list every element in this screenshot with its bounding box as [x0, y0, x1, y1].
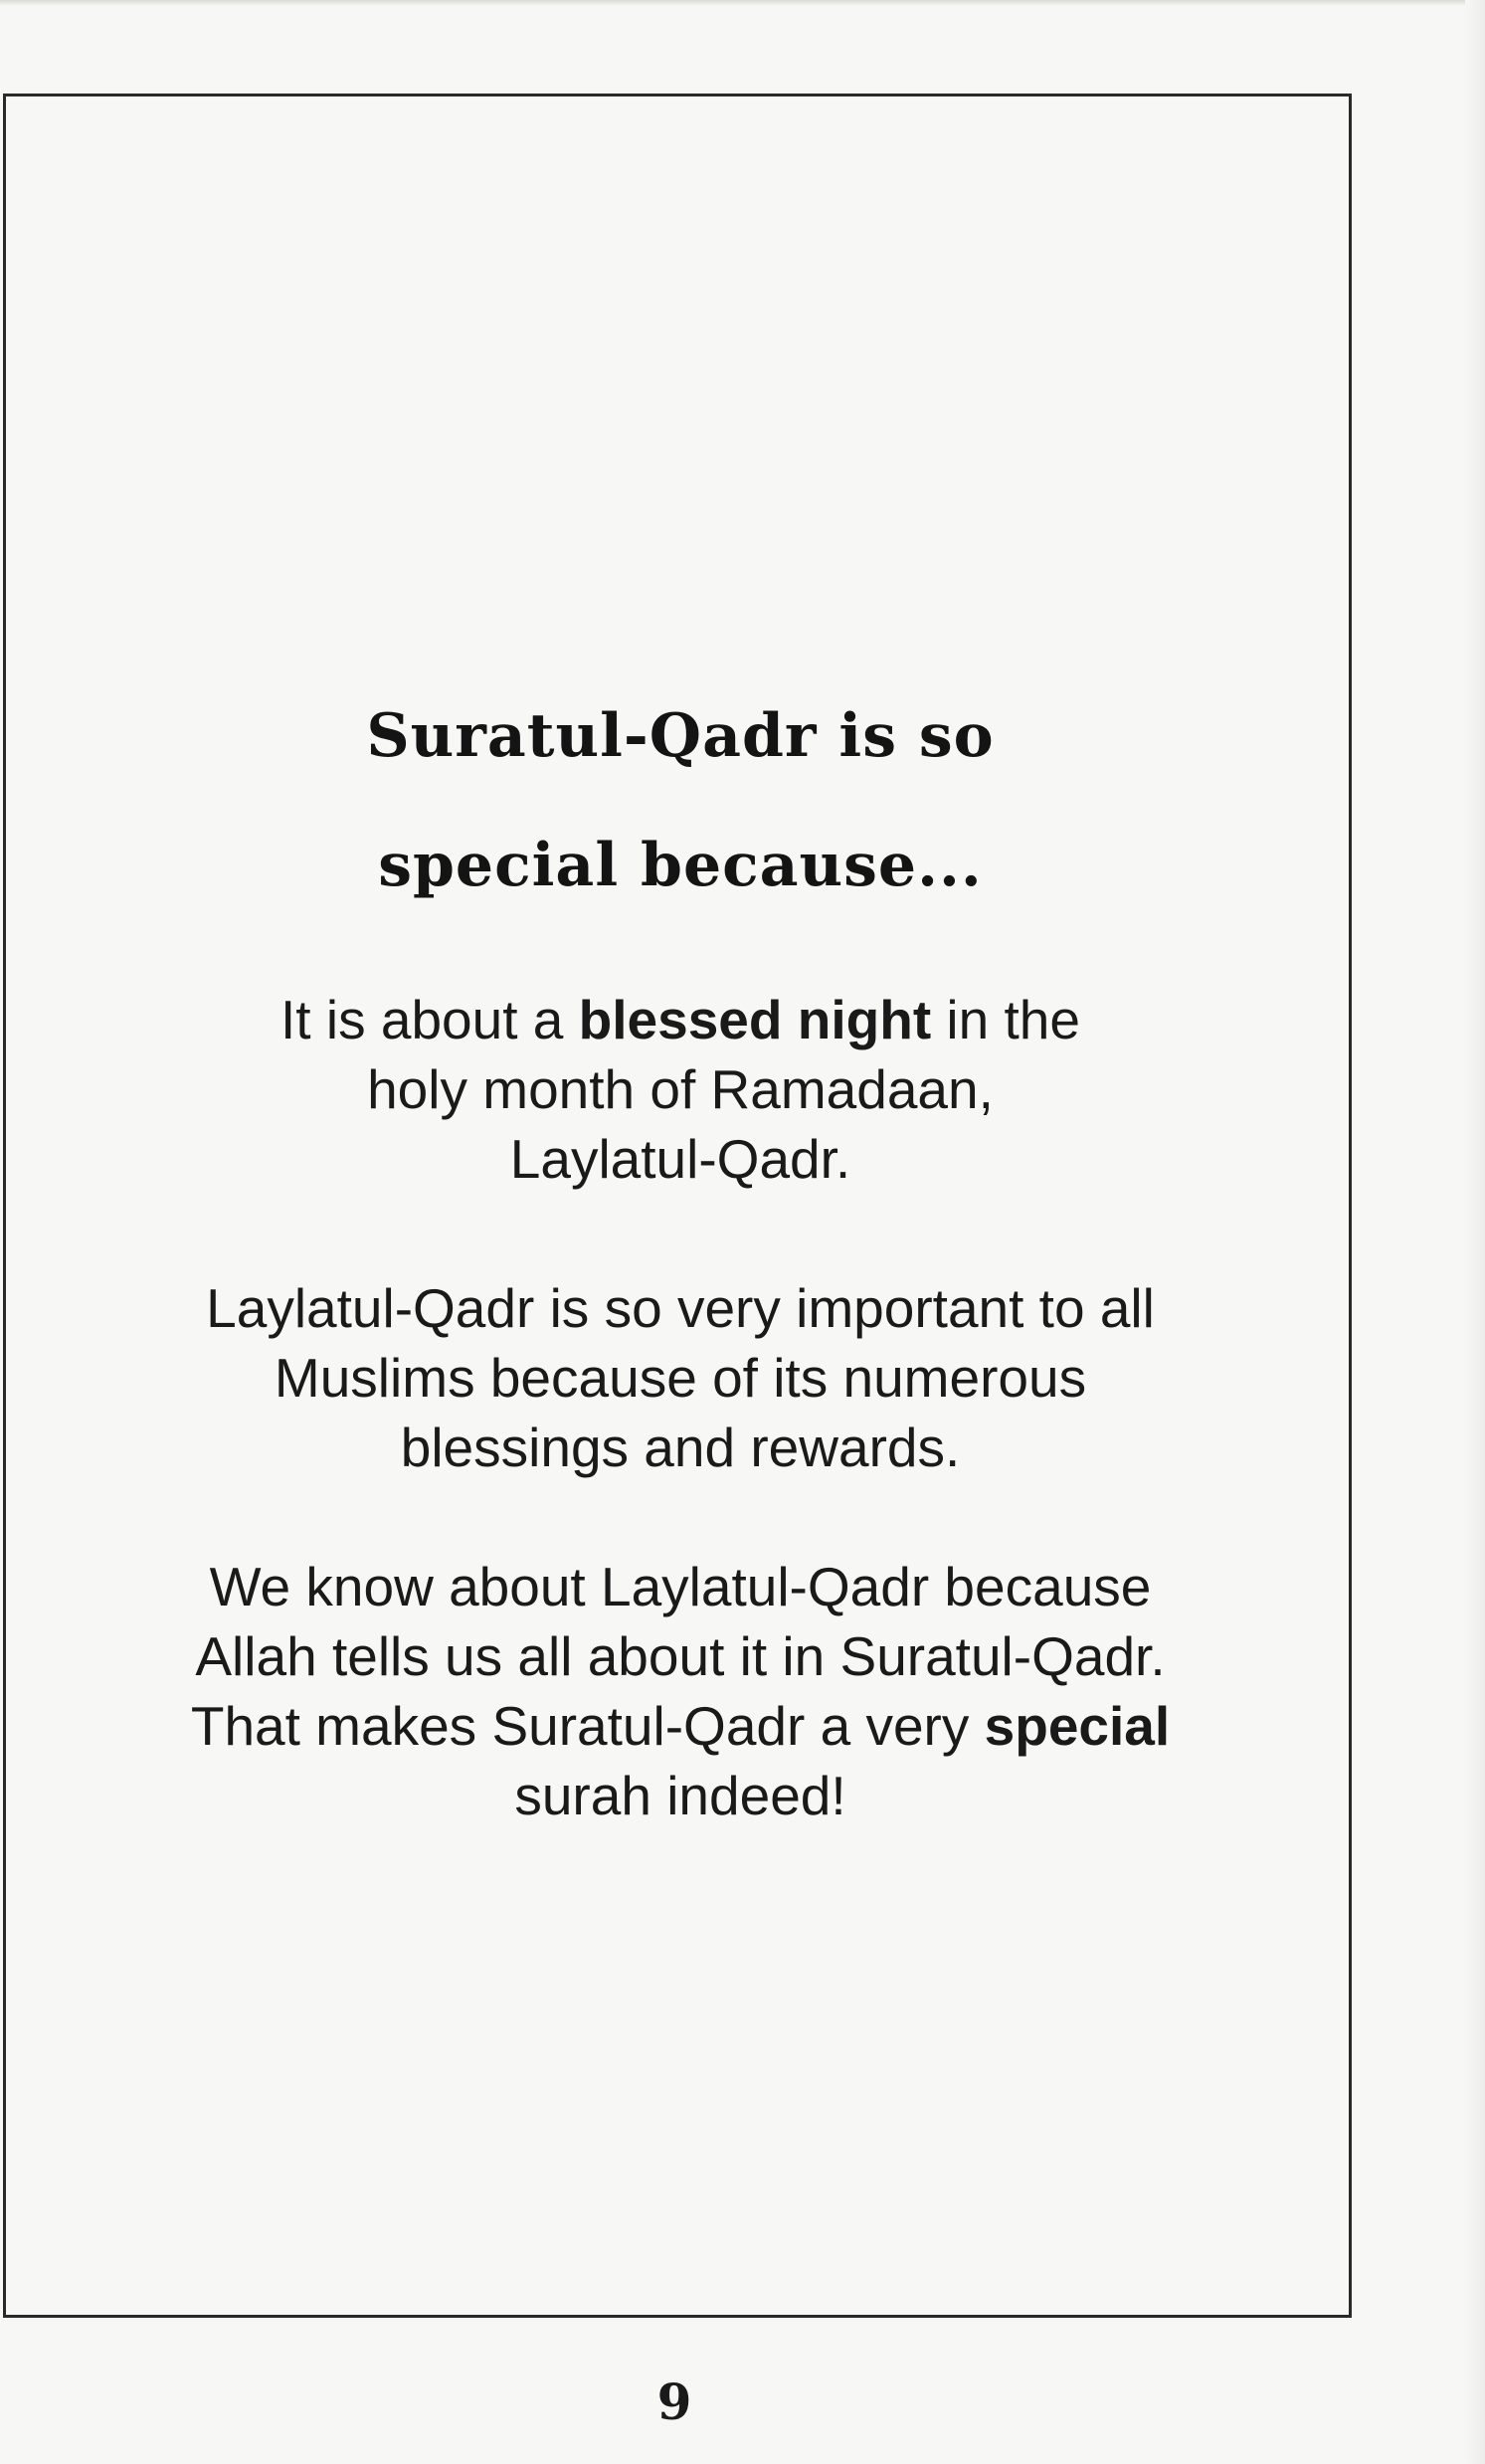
page-frame	[3, 94, 1352, 2318]
paragraph-line: holy month of Ramadaan,	[367, 1058, 994, 1120]
paragraph-importance	[6, 1273, 1355, 1482]
paragraph-line: surah indeed!	[514, 1765, 846, 1826]
paragraph-blessed-night	[6, 985, 1355, 1194]
paragraph-line: Muslims because of its numerous	[274, 1347, 1087, 1409]
paragraph-special-surah	[6, 1552, 1355, 1830]
text-segment: That makes Suratul-Qadr a very	[190, 1695, 985, 1757]
paragraph-line: We know about Laylatul-Qadr because	[209, 1556, 1152, 1617]
paragraph-line	[6, 1691, 1355, 1761]
page-number: 9	[656, 2372, 692, 2431]
text-segment: in the	[931, 989, 1080, 1050]
paragraph-line: Laylatul-Qadr.	[509, 1128, 851, 1190]
page-top-edge	[0, 0, 1485, 6]
heading-line-2: special because...	[378, 831, 983, 900]
page-right-edge	[1465, 0, 1485, 2464]
paragraph-line: Allah tells us all about it in Suratul-Qadr.	[195, 1625, 1166, 1687]
paragraph-line: Laylatul-Qadr is so very important to all	[206, 1277, 1155, 1339]
emphasis-blessed-night: blessed night	[578, 989, 932, 1050]
text-segment: It is about a	[280, 989, 579, 1050]
paragraph-line	[6, 985, 1355, 1054]
emphasis-special: special	[984, 1695, 1171, 1757]
paragraph-line: blessings and rewards.	[400, 1417, 961, 1478]
heading-line-1: Suratul-Qadr is so	[366, 701, 995, 771]
